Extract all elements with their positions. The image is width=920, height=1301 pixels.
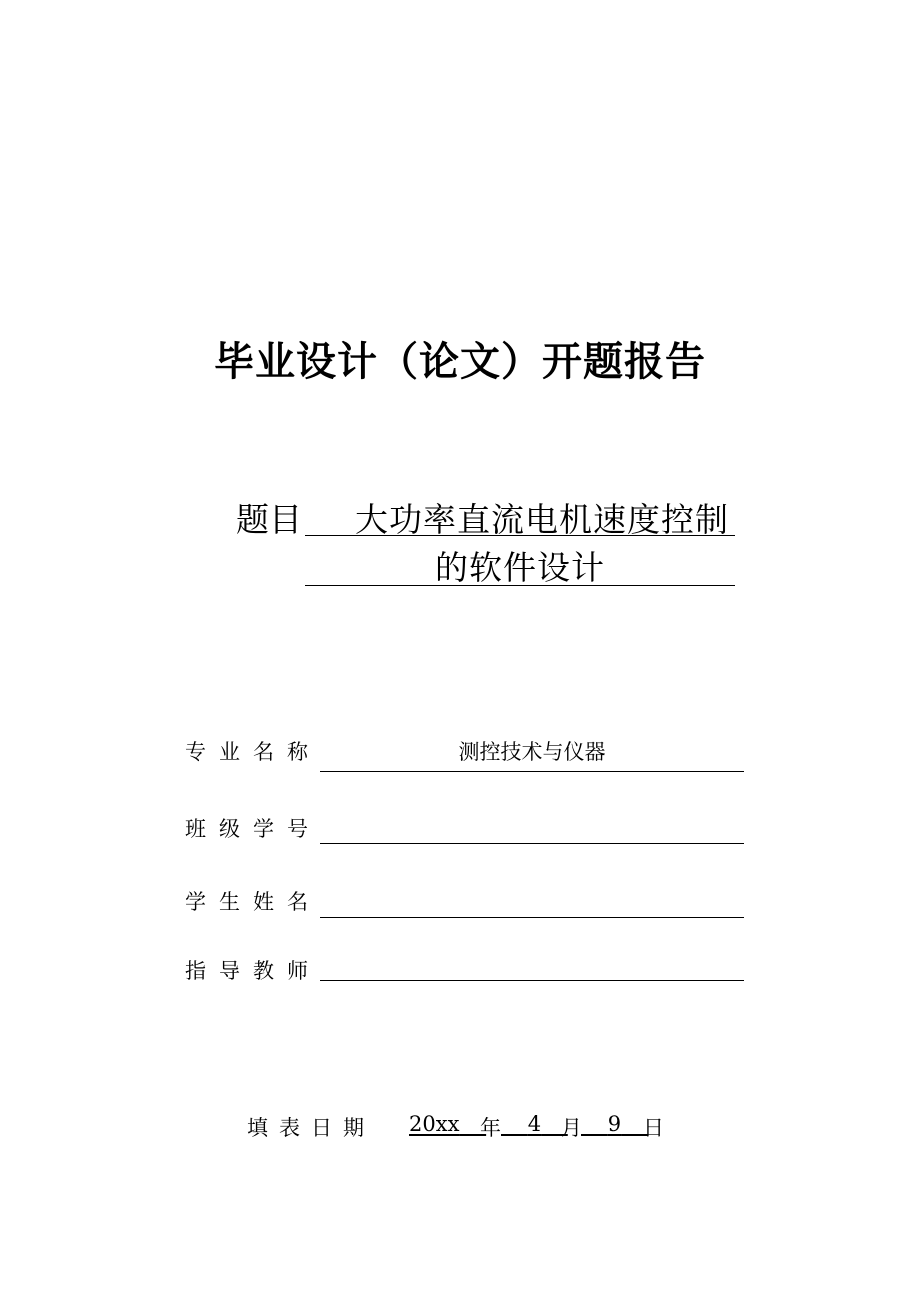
advisor-label: 指导教师	[185, 959, 321, 983]
topic-underline-1	[305, 535, 735, 536]
date-month	[501, 1112, 568, 1136]
date-day-blank-left	[581, 1112, 608, 1136]
major-label: 专业名称	[185, 740, 321, 764]
topic-line-2: 的软件设计	[435, 548, 605, 587]
class-id-underline	[320, 843, 744, 844]
class-id-label: 班级学号	[185, 817, 321, 841]
student-name-label: 学生姓名	[185, 890, 321, 914]
date-month-value: 4	[527, 1112, 542, 1136]
topic-line-1: 大功率直流电机速度控制	[355, 500, 729, 539]
date-day-value: 9	[607, 1112, 622, 1136]
date-day-unit: 日	[643, 1116, 664, 1140]
date-month-unit: 月	[561, 1116, 582, 1140]
date-year-unit: 年	[480, 1116, 501, 1140]
student-name-underline	[320, 917, 744, 918]
topic-label: 题目	[236, 500, 302, 539]
advisor-underline	[320, 980, 744, 981]
date-month-blank-left	[501, 1112, 528, 1136]
report-title: 毕业设计（论文）开题报告	[214, 339, 706, 385]
date-year	[409, 1112, 486, 1136]
date-year-value: 20xx	[409, 1112, 460, 1136]
major-underline	[320, 771, 744, 772]
major-value: 测控技术与仪器	[458, 740, 606, 764]
date-label: 填表日期	[247, 1116, 375, 1140]
date-day	[581, 1112, 648, 1136]
topic-underline-2	[305, 585, 735, 586]
